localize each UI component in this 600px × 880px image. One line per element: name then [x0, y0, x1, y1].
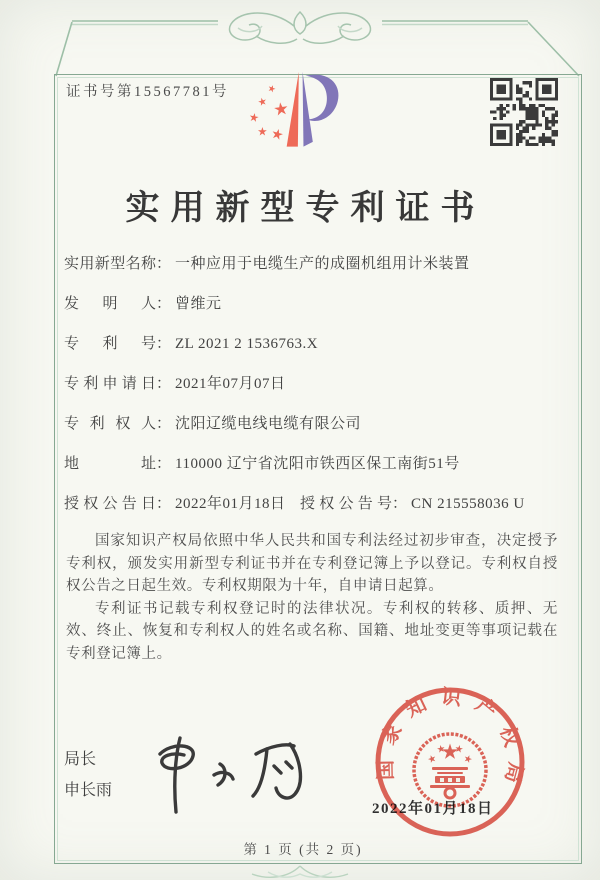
legal-paragraph-2: 专利证书记载专利权登记时的法律状况。专利权的转移、质押、无效、终止、恢复和专利权人的姓名或名称、国籍、地址变更等事项记载在专利登记簿上。 — [66, 600, 558, 662]
field-colon: ： — [156, 296, 172, 312]
field-row-patentee — [64, 414, 550, 454]
field-value: ZL 2021 2 1536763.X — [175, 336, 319, 352]
field-value: CN 215558036 U — [411, 496, 525, 512]
field-colon: ： — [156, 496, 172, 512]
field-grant-date — [64, 494, 300, 534]
seal-date: 2022年01月18日 — [372, 801, 494, 817]
field-row-grant — [64, 494, 550, 534]
field-grant-number — [300, 494, 525, 534]
field-row-name — [64, 254, 550, 294]
field-value: 曾维元 — [175, 296, 222, 312]
certificate-title: 实用新型专利证书 — [125, 190, 486, 227]
page-footer: 第 1 页 (共 2 页) — [243, 842, 363, 857]
official-seal-icon — [370, 682, 530, 842]
field-value: 沈阳辽缆电线电缆有限公司 — [175, 416, 362, 432]
field-value: 110000 辽宁省沈阳市铁西区保工南街51号 — [175, 456, 460, 472]
field-colon: ： — [156, 336, 172, 352]
field-value: 一种应用于电缆生产的成圈机组用计米装置 — [175, 256, 470, 272]
field-row-patent-no — [64, 334, 550, 374]
field-colon: ： — [156, 376, 172, 392]
signature-handwriting-icon — [118, 722, 338, 822]
field-row-inventor — [64, 294, 550, 334]
field-colon: ： — [156, 256, 172, 272]
certificate-number: 证书号第15567781号 — [66, 84, 229, 100]
bottom-ornament — [228, 864, 372, 880]
field-row-filing-date — [64, 374, 550, 414]
field-label: 专利权人 — [64, 416, 156, 432]
field-value: 2022年01月18日 — [175, 496, 286, 512]
field-label: 地址 — [64, 456, 156, 472]
signer-block — [64, 744, 112, 806]
legal-paragraph-1: 国家知识产权局依照中华人民共和国专利法经过初步审查，决定授予专利权，颁发实用新型专利证书并在专利登记簿上予以登记。专利权自授权公告之日起生效。专利权期限为十年，自申请日起算。 — [66, 533, 558, 594]
field-list — [64, 254, 550, 534]
qr-code — [490, 78, 558, 146]
seal-text: 国家知识产权局 — [374, 685, 527, 798]
field-colon: ： — [392, 496, 408, 512]
field-label: 授权公告号 — [300, 496, 392, 512]
field-label: 发明人 — [64, 296, 156, 312]
field-label: 专利号 — [64, 336, 156, 352]
signer-name: 申长雨 — [64, 782, 113, 799]
field-value: 2021年07月07日 — [175, 376, 286, 392]
field-label: 专利申请日 — [64, 376, 156, 392]
field-row-address — [64, 454, 550, 494]
field-label: 实用新型名称 — [64, 256, 156, 272]
field-colon: ： — [156, 416, 172, 432]
legal-text — [66, 530, 558, 665]
signer-title: 局长 — [64, 751, 97, 768]
field-colon: ： — [156, 456, 172, 472]
cnipa-logo-icon — [240, 64, 352, 162]
field-label: 授权公告日 — [64, 496, 156, 512]
